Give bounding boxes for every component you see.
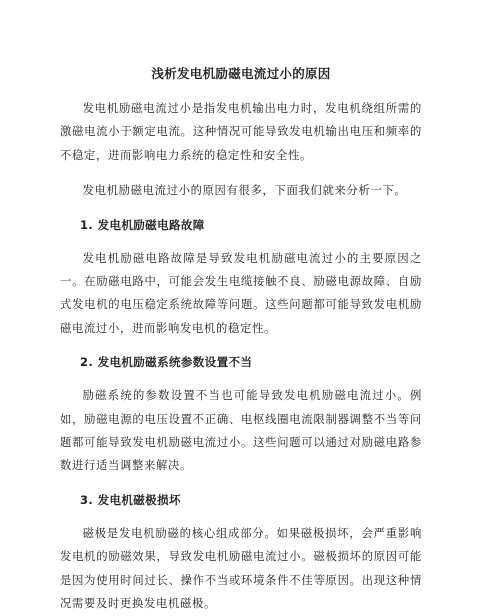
section-body-1: 发电机励磁电路故障是导致发电机励磁电流过小的主要原因之一。在励磁电路中，可能会发生电缆接触不良、励磁电源故障、自励式发电机的电压稳定系统故障等问题。这些问题都可能导致发电机励磁电流过小，进而影响发电机的稳定性。: [60, 251, 422, 335]
intro-paragraph-2: 发电机励磁电流过小的原因有很多，下面我们就来分析一下。: [82, 184, 407, 198]
section-heading-2: 2. 发电机励磁系统参数设置不当: [80, 355, 253, 370]
section-heading-1: 1. 发电机励磁电路故障: [80, 217, 205, 232]
intro-paragraph-1: 发电机励磁电流过小是指发电机输出电力时，发电机绕组所需的激磁电流小于额定电流。这种情况可能导致发电机输出电压和频率的不稳定，进而影响电力系统的稳定性和安全性。: [60, 102, 422, 162]
document-title: 浅析发电机励磁电流过小的原因: [151, 66, 331, 81]
section-body-2: 励磁系统的参数设置不当也可能导致发电机励磁电流过小。例如，励磁电源的电压设置不正确、电枢线圈电流限制器调整不当等问题都可能导致发电机励磁电流过小。这些问题可以通过对励磁电路参数进行适当调整来解决。: [60, 389, 422, 473]
section-body-3: 磁极是发电机励磁的核心组成部分。如果磁极损坏，会严重影响发电机的励磁效果，导致发电机励磁电流过小。磁极损坏的原因可能是因为使用时间过长、操作不当或环境条件不佳等原因。出现这种情况需要及时更换发电机磁极。: [60, 526, 422, 611]
section-heading-3: 3. 发电机磁极损坏: [80, 492, 181, 507]
